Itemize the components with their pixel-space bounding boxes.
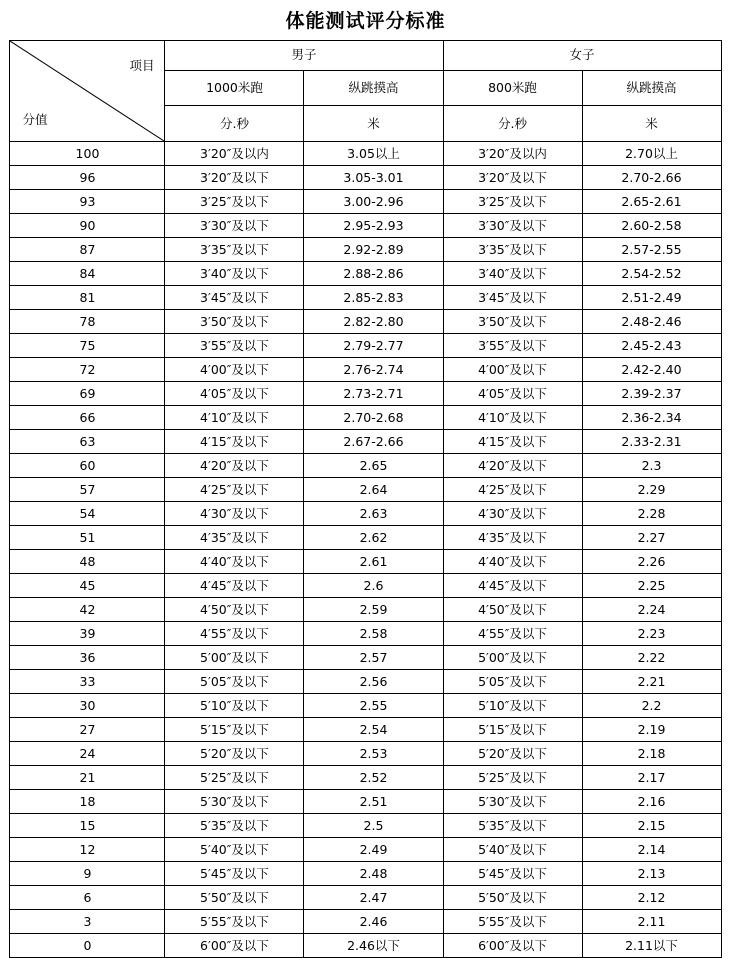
score-value-cell: 27	[10, 718, 165, 742]
female-vertical-jump-cell: 2.24	[582, 598, 721, 622]
table-body	[10, 142, 721, 958]
male-vertical-jump-cell: 2.62	[304, 526, 443, 550]
female-800m-cell: 4′50″及以下	[443, 598, 582, 622]
male-1000m-cell: 4′15″及以下	[165, 430, 304, 454]
female-vertical-jump-cell: 2.15	[582, 814, 721, 838]
score-value-cell: 96	[10, 166, 165, 190]
female-800m-cell: 3′35″及以下	[443, 238, 582, 262]
female-800m-cell: 5′40″及以下	[443, 838, 582, 862]
female-800m-cell: 3′40″及以下	[443, 262, 582, 286]
page-title: 体能测试评分标准	[285, 10, 446, 32]
male-vertical-jump-cell: 2.54	[304, 718, 443, 742]
female-800m-cell: 4′10″及以下	[443, 406, 582, 430]
male-1000m-cell: 5′20″及以下	[165, 742, 304, 766]
table-row	[10, 646, 721, 670]
male-1000m-cell: 5′10″及以下	[165, 694, 304, 718]
score-value-cell: 81	[10, 286, 165, 310]
male-vertical-jump-cell: 2.82-2.80	[304, 310, 443, 334]
score-value-cell: 45	[10, 574, 165, 598]
male-vertical-jump-cell: 2.61	[304, 550, 443, 574]
table-row	[10, 694, 721, 718]
table-row	[10, 166, 721, 190]
male-vertical-jump-cell: 2.57	[304, 646, 443, 670]
score-value-cell: 60	[10, 454, 165, 478]
male-1000m-cell: 4′35″及以下	[165, 526, 304, 550]
female-800m-cell: 4′45″及以下	[443, 574, 582, 598]
female-800m-cell: 5′50″及以下	[443, 886, 582, 910]
table-row	[10, 574, 721, 598]
table-row	[10, 886, 721, 910]
female-vertical-jump-cell: 2.48-2.46	[582, 310, 721, 334]
table-row	[10, 622, 721, 646]
female-800m-cell: 3′25″及以下	[443, 190, 582, 214]
table-row	[10, 526, 721, 550]
male-vertical-jump-cell: 2.65	[304, 454, 443, 478]
score-value-cell: 0	[10, 934, 165, 958]
table-row	[10, 334, 721, 358]
male-1000m-cell: 5′30″及以下	[165, 790, 304, 814]
female-vertical-jump-cell: 2.11以下	[582, 934, 721, 958]
male-vertical-jump-cell: 2.73-2.71	[304, 382, 443, 406]
female-vertical-jump-cell: 2.42-2.40	[582, 358, 721, 382]
table-row	[10, 454, 721, 478]
male-1000m-cell: 4′10″及以下	[165, 406, 304, 430]
corner-header-cell	[10, 41, 165, 142]
score-value-cell: 51	[10, 526, 165, 550]
male-1000m-cell: 3′20″及以下	[165, 166, 304, 190]
male-vertical-jump-cell: 2.48	[304, 862, 443, 886]
group-header-female: 女子	[443, 41, 721, 71]
male-vertical-jump-cell: 2.58	[304, 622, 443, 646]
female-800m-cell: 5′30″及以下	[443, 790, 582, 814]
corner-score-label: 分值	[22, 112, 48, 127]
score-value-cell: 78	[10, 310, 165, 334]
female-vertical-jump-cell: 2.27	[582, 526, 721, 550]
female-vertical-jump-cell: 2.70以上	[582, 142, 721, 166]
female-vertical-jump-cell: 2.18	[582, 742, 721, 766]
male-1000m-cell: 4′40″及以下	[165, 550, 304, 574]
female-vertical-jump-cell: 2.29	[582, 478, 721, 502]
male-vertical-jump-cell: 2.95-2.93	[304, 214, 443, 238]
table-row	[10, 430, 721, 454]
female-800m-cell: 3′50″及以下	[443, 310, 582, 334]
female-vertical-jump-cell: 2.12	[582, 886, 721, 910]
male-1000m-cell: 5′15″及以下	[165, 718, 304, 742]
female-vertical-jump-cell: 2.14	[582, 838, 721, 862]
female-800m-cell: 5′45″及以下	[443, 862, 582, 886]
score-value-cell: 18	[10, 790, 165, 814]
table-row	[10, 406, 721, 430]
female-vertical-jump-cell: 2.3	[582, 454, 721, 478]
score-value-cell: 15	[10, 814, 165, 838]
unit-header-female-800m: 分.秒	[443, 106, 582, 142]
score-value-cell: 33	[10, 670, 165, 694]
table-row	[10, 358, 721, 382]
male-vertical-jump-cell: 2.76-2.74	[304, 358, 443, 382]
male-1000m-cell: 5′55″及以下	[165, 910, 304, 934]
score-value-cell: 90	[10, 214, 165, 238]
male-vertical-jump-cell: 2.5	[304, 814, 443, 838]
female-800m-cell: 5′25″及以下	[443, 766, 582, 790]
male-vertical-jump-cell: 2.88-2.86	[304, 262, 443, 286]
unit-header-male-vertical-jump: 米	[304, 106, 443, 142]
male-1000m-cell: 6′00″及以下	[165, 934, 304, 958]
score-value-cell: 42	[10, 598, 165, 622]
female-vertical-jump-cell: 2.65-2.61	[582, 190, 721, 214]
table-row	[10, 814, 721, 838]
male-1000m-cell: 4′45″及以下	[165, 574, 304, 598]
female-800m-cell: 4′30″及以下	[443, 502, 582, 526]
male-vertical-jump-cell: 2.46以下	[304, 934, 443, 958]
table-row	[10, 214, 721, 238]
female-800m-cell: 3′20″及以下	[443, 166, 582, 190]
table-row	[10, 742, 721, 766]
male-vertical-jump-cell: 2.6	[304, 574, 443, 598]
score-value-cell: 75	[10, 334, 165, 358]
male-vertical-jump-cell: 2.53	[304, 742, 443, 766]
table-row	[10, 862, 721, 886]
male-1000m-cell: 4′50″及以下	[165, 598, 304, 622]
table-row	[10, 502, 721, 526]
male-1000m-cell: 5′35″及以下	[165, 814, 304, 838]
male-vertical-jump-cell: 2.67-2.66	[304, 430, 443, 454]
score-value-cell: 21	[10, 766, 165, 790]
female-800m-cell: 3′45″及以下	[443, 286, 582, 310]
female-vertical-jump-cell: 2.19	[582, 718, 721, 742]
unit-header-male-1000m: 分.秒	[165, 106, 304, 142]
male-vertical-jump-cell: 2.63	[304, 502, 443, 526]
male-vertical-jump-cell: 2.59	[304, 598, 443, 622]
score-value-cell: 93	[10, 190, 165, 214]
female-vertical-jump-cell: 2.2	[582, 694, 721, 718]
table-row	[10, 238, 721, 262]
female-800m-cell: 3′30″及以下	[443, 214, 582, 238]
female-800m-cell: 4′40″及以下	[443, 550, 582, 574]
female-vertical-jump-cell: 2.39-2.37	[582, 382, 721, 406]
female-800m-cell: 5′00″及以下	[443, 646, 582, 670]
male-1000m-cell: 4′05″及以下	[165, 382, 304, 406]
female-vertical-jump-cell: 2.11	[582, 910, 721, 934]
table-row	[10, 382, 721, 406]
male-1000m-cell: 5′05″及以下	[165, 670, 304, 694]
score-value-cell: 87	[10, 238, 165, 262]
male-1000m-cell: 4′00″及以下	[165, 358, 304, 382]
table-row	[10, 934, 721, 958]
table-header	[10, 41, 721, 142]
male-1000m-cell: 5′45″及以下	[165, 862, 304, 886]
female-vertical-jump-cell: 2.16	[582, 790, 721, 814]
female-800m-cell: 5′55″及以下	[443, 910, 582, 934]
female-800m-cell: 3′20″及以内	[443, 142, 582, 166]
male-vertical-jump-cell: 2.47	[304, 886, 443, 910]
male-1000m-cell: 5′25″及以下	[165, 766, 304, 790]
female-vertical-jump-cell: 2.45-2.43	[582, 334, 721, 358]
male-1000m-cell: 4′25″及以下	[165, 478, 304, 502]
male-1000m-cell: 5′50″及以下	[165, 886, 304, 910]
male-1000m-cell: 5′00″及以下	[165, 646, 304, 670]
table-row	[10, 670, 721, 694]
female-vertical-jump-cell: 2.60-2.58	[582, 214, 721, 238]
female-vertical-jump-cell: 2.51-2.49	[582, 286, 721, 310]
male-vertical-jump-cell: 2.79-2.77	[304, 334, 443, 358]
female-vertical-jump-cell: 2.21	[582, 670, 721, 694]
score-value-cell: 72	[10, 358, 165, 382]
group-header-male: 男子	[165, 41, 443, 71]
female-vertical-jump-cell: 2.13	[582, 862, 721, 886]
male-1000m-cell: 3′40″及以下	[165, 262, 304, 286]
male-vertical-jump-cell: 3.00-2.96	[304, 190, 443, 214]
male-1000m-cell: 3′45″及以下	[165, 286, 304, 310]
score-value-cell: 84	[10, 262, 165, 286]
female-vertical-jump-cell: 2.23	[582, 622, 721, 646]
male-vertical-jump-cell: 2.55	[304, 694, 443, 718]
female-800m-cell: 6′00″及以下	[443, 934, 582, 958]
male-vertical-jump-cell: 2.85-2.83	[304, 286, 443, 310]
female-vertical-jump-cell: 2.70-2.66	[582, 166, 721, 190]
female-800m-cell: 5′20″及以下	[443, 742, 582, 766]
female-800m-cell: 4′15″及以下	[443, 430, 582, 454]
male-vertical-jump-cell: 2.51	[304, 790, 443, 814]
event-header-male-vertical-jump: 纵跳摸高	[304, 70, 443, 106]
table-row	[10, 190, 721, 214]
score-value-cell: 39	[10, 622, 165, 646]
table-row	[10, 598, 721, 622]
corner-item-label: 项目	[129, 58, 155, 73]
table-row	[10, 142, 721, 166]
table-row	[10, 766, 721, 790]
event-header-female-vertical-jump: 纵跳摸高	[582, 70, 721, 106]
score-value-cell: 9	[10, 862, 165, 886]
female-vertical-jump-cell: 2.54-2.52	[582, 262, 721, 286]
score-value-cell: 6	[10, 886, 165, 910]
score-value-cell: 66	[10, 406, 165, 430]
female-800m-cell: 4′00″及以下	[443, 358, 582, 382]
score-value-cell: 48	[10, 550, 165, 574]
unit-header-female-vertical-jump: 米	[582, 106, 721, 142]
male-1000m-cell: 4′20″及以下	[165, 454, 304, 478]
score-value-cell: 69	[10, 382, 165, 406]
score-value-cell: 12	[10, 838, 165, 862]
male-1000m-cell: 4′55″及以下	[165, 622, 304, 646]
female-vertical-jump-cell: 2.33-2.31	[582, 430, 721, 454]
male-vertical-jump-cell: 2.49	[304, 838, 443, 862]
female-800m-cell: 5′05″及以下	[443, 670, 582, 694]
male-1000m-cell: 5′40″及以下	[165, 838, 304, 862]
table-row	[10, 790, 721, 814]
table-row	[10, 286, 721, 310]
female-800m-cell: 4′35″及以下	[443, 526, 582, 550]
male-vertical-jump-cell: 2.46	[304, 910, 443, 934]
event-header-male-1000m: 1000米跑	[165, 70, 304, 106]
male-vertical-jump-cell: 2.70-2.68	[304, 406, 443, 430]
score-value-cell: 63	[10, 430, 165, 454]
score-value-cell: 36	[10, 646, 165, 670]
male-1000m-cell: 3′20″及以内	[165, 142, 304, 166]
female-vertical-jump-cell: 2.26	[582, 550, 721, 574]
table-row	[10, 718, 721, 742]
male-1000m-cell: 3′25″及以下	[165, 190, 304, 214]
score-value-cell: 100	[10, 142, 165, 166]
female-800m-cell: 4′25″及以下	[443, 478, 582, 502]
female-vertical-jump-cell: 2.28	[582, 502, 721, 526]
table-row	[10, 910, 721, 934]
male-vertical-jump-cell: 2.56	[304, 670, 443, 694]
score-value-cell: 30	[10, 694, 165, 718]
female-800m-cell: 4′20″及以下	[443, 454, 582, 478]
female-800m-cell: 4′05″及以下	[443, 382, 582, 406]
score-value-cell: 54	[10, 502, 165, 526]
male-1000m-cell: 3′35″及以下	[165, 238, 304, 262]
female-800m-cell: 3′55″及以下	[443, 334, 582, 358]
event-header-female-800m: 800米跑	[443, 70, 582, 106]
female-vertical-jump-cell: 2.36-2.34	[582, 406, 721, 430]
male-1000m-cell: 3′55″及以下	[165, 334, 304, 358]
female-vertical-jump-cell: 2.22	[582, 646, 721, 670]
score-value-cell: 3	[10, 910, 165, 934]
score-standard-table	[9, 40, 721, 958]
table-row	[10, 262, 721, 286]
header-row-group	[10, 41, 721, 71]
table-row	[10, 310, 721, 334]
female-800m-cell: 5′35″及以下	[443, 814, 582, 838]
male-vertical-jump-cell: 3.05-3.01	[304, 166, 443, 190]
male-1000m-cell: 3′30″及以下	[165, 214, 304, 238]
female-800m-cell: 5′10″及以下	[443, 694, 582, 718]
male-vertical-jump-cell: 2.52	[304, 766, 443, 790]
score-value-cell: 24	[10, 742, 165, 766]
female-800m-cell: 4′55″及以下	[443, 622, 582, 646]
male-vertical-jump-cell: 2.92-2.89	[304, 238, 443, 262]
female-vertical-jump-cell: 2.17	[582, 766, 721, 790]
male-vertical-jump-cell: 3.05以上	[304, 142, 443, 166]
table-row	[10, 550, 721, 574]
score-value-cell: 57	[10, 478, 165, 502]
male-vertical-jump-cell: 2.64	[304, 478, 443, 502]
table-row	[10, 478, 721, 502]
male-1000m-cell: 4′30″及以下	[165, 502, 304, 526]
female-800m-cell: 5′15″及以下	[443, 718, 582, 742]
table-row	[10, 838, 721, 862]
female-vertical-jump-cell: 2.25	[582, 574, 721, 598]
female-vertical-jump-cell: 2.57-2.55	[582, 238, 721, 262]
male-1000m-cell: 3′50″及以下	[165, 310, 304, 334]
